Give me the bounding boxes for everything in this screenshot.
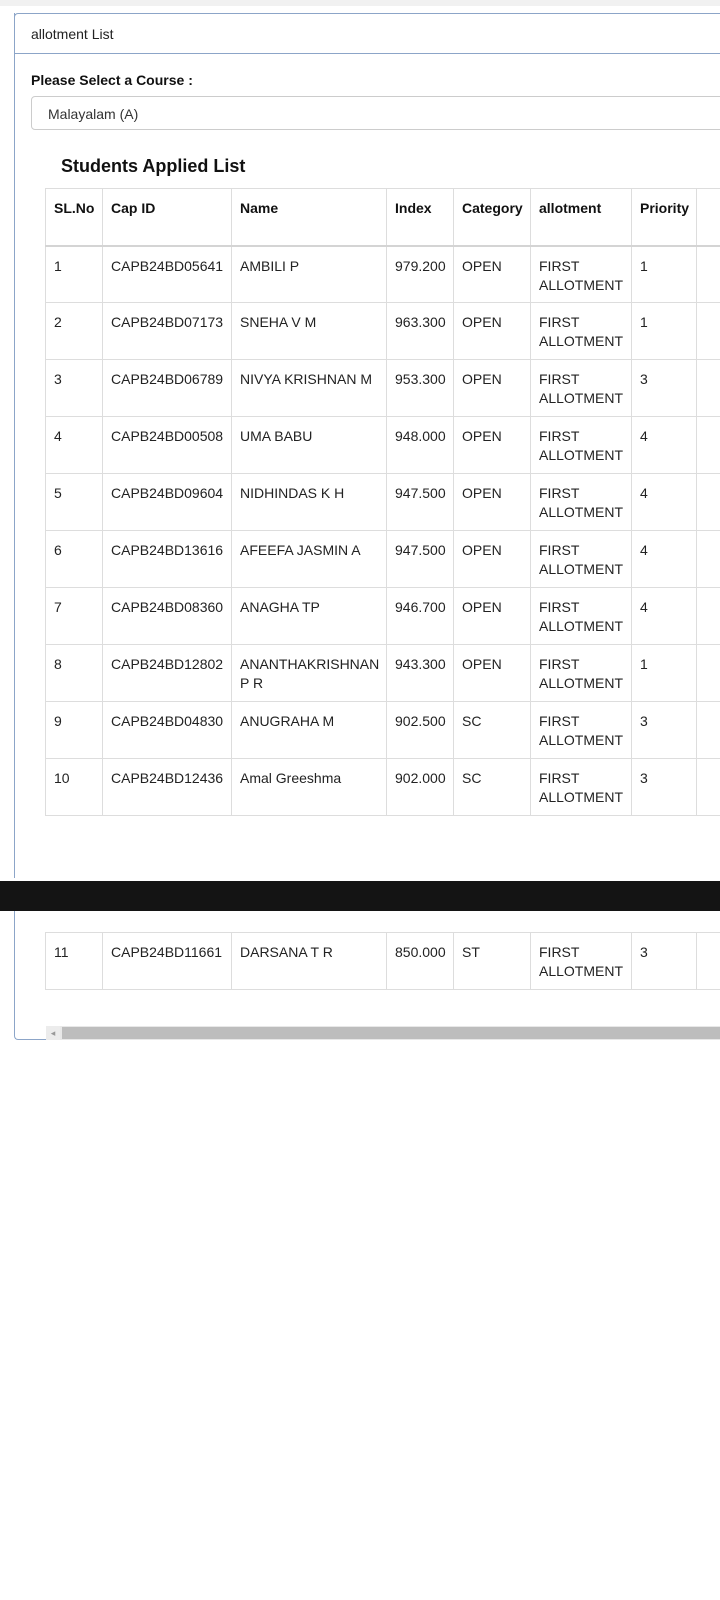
students-list-title: Students Applied List (61, 156, 246, 176)
cell-cap-id: CAPB24BD00508 (103, 417, 232, 474)
cell-sl-no: 8 (46, 645, 103, 702)
cell-allotment: FIRST ALLOTMENT (531, 531, 632, 588)
course-select[interactable] (31, 96, 720, 130)
panel-title: allotment List (31, 26, 114, 42)
table-row (46, 759, 720, 816)
table-row (46, 360, 720, 417)
table-row (46, 645, 720, 702)
cell-priority: 3 (632, 933, 697, 990)
cell-category: OPEN (454, 417, 531, 474)
table-row (46, 702, 720, 759)
course-select-value: Malayalam (A) (48, 106, 139, 122)
cell-cap-id: CAPB24BD07173 (103, 303, 232, 360)
cell-priority: 1 (632, 645, 697, 702)
cell-cap-id: CAPB24BD09604 (103, 474, 232, 531)
cell-sl-no: 10 (46, 759, 103, 816)
cell-allotment: FIRST ALLOTMENT (531, 933, 632, 990)
cell-index: 902.500 (387, 702, 454, 759)
cell-index: 953.300 (387, 360, 454, 417)
cell-sl-no: 11 (46, 933, 103, 990)
cell-priority: 4 (632, 588, 697, 645)
panel-heading (14, 13, 720, 54)
cell-allotment: FIRST ALLOTMENT (531, 645, 632, 702)
cell-cut-off (697, 759, 720, 816)
cell-name: ANUGRAHA M (232, 702, 387, 759)
cell-sl-no: 2 (46, 303, 103, 360)
cell-category: OPEN (454, 588, 531, 645)
cell-name: ANANTHAKRISHNAN P R (232, 645, 387, 702)
cell-cap-id: CAPB24BD12436 (103, 759, 232, 816)
cell-index: 948.000 (387, 417, 454, 474)
cell-allotment: FIRST ALLOTMENT (531, 303, 632, 360)
table-row (46, 417, 720, 474)
cell-index: 902.000 (387, 759, 454, 816)
cell-sl-no: 6 (46, 531, 103, 588)
cell-index: 947.500 (387, 531, 454, 588)
cell-sl-no: 7 (46, 588, 103, 645)
cell-cut-off (697, 702, 720, 759)
cell-cap-id: CAPB24BD05641 (103, 246, 232, 303)
scrollbar-thumb[interactable] (62, 1027, 720, 1039)
cell-priority: 3 (632, 702, 697, 759)
cell-priority: 3 (632, 759, 697, 816)
cell-priority: 1 (632, 246, 697, 303)
cell-name: NIDHINDAS K H (232, 474, 387, 531)
cell-category: OPEN (454, 360, 531, 417)
students-table-continued (45, 932, 720, 990)
header-allotment: allotment (531, 189, 632, 246)
screenshot-seam-band (0, 881, 720, 911)
cell-cut-off (697, 246, 720, 303)
cell-allotment: FIRST ALLOTMENT (531, 759, 632, 816)
cell-allotment: FIRST ALLOTMENT (531, 588, 632, 645)
header-sl-no: SL.No (46, 189, 103, 246)
cell-allotment: FIRST ALLOTMENT (531, 360, 632, 417)
cell-index: 850.000 (387, 933, 454, 990)
cell-index: 947.500 (387, 474, 454, 531)
cell-cut-off (697, 531, 720, 588)
course-select-label: Please Select a Course : (31, 72, 193, 88)
cell-allotment: FIRST ALLOTMENT (531, 702, 632, 759)
table-row (46, 474, 720, 531)
cell-sl-no: 9 (46, 702, 103, 759)
cell-cut-off (697, 360, 720, 417)
cell-name: AMBILI P (232, 246, 387, 303)
cell-allotment: FIRST ALLOTMENT (531, 417, 632, 474)
cell-name: ANAGHA TP (232, 588, 387, 645)
cell-priority: 4 (632, 474, 697, 531)
cell-sl-no: 1 (46, 246, 103, 303)
cell-priority: 4 (632, 531, 697, 588)
cell-category: OPEN (454, 246, 531, 303)
cell-cap-id: CAPB24BD06789 (103, 360, 232, 417)
cell-index: 943.300 (387, 645, 454, 702)
cell-name: DARSANA T R (232, 933, 387, 990)
cell-sl-no: 3 (46, 360, 103, 417)
cell-priority: 4 (632, 417, 697, 474)
cell-sl-no: 4 (46, 417, 103, 474)
cell-cut-off (697, 588, 720, 645)
cell-cut-off (697, 933, 720, 990)
cell-cap-id: CAPB24BD11661 (103, 933, 232, 990)
cell-name: Amal Greeshma (232, 759, 387, 816)
header-index: Index (387, 189, 454, 246)
cell-cap-id: CAPB24BD13616 (103, 531, 232, 588)
cell-category: SC (454, 702, 531, 759)
header-priority: Priority (632, 189, 697, 246)
cell-name: AFEEFA JASMIN A (232, 531, 387, 588)
table-row (46, 933, 720, 990)
table-row (46, 303, 720, 360)
table-header-row (46, 189, 720, 246)
cell-cap-id: CAPB24BD04830 (103, 702, 232, 759)
cell-category: OPEN (454, 531, 531, 588)
horizontal-scrollbar[interactable] (46, 1026, 720, 1040)
cell-cut-off (697, 303, 720, 360)
header-cut-off-column (697, 189, 720, 246)
cell-cap-id: CAPB24BD12802 (103, 645, 232, 702)
cell-index: 979.200 (387, 246, 454, 303)
cell-cut-off (697, 474, 720, 531)
cell-priority: 3 (632, 360, 697, 417)
cell-category: OPEN (454, 645, 531, 702)
cell-cut-off (697, 417, 720, 474)
table-row (46, 531, 720, 588)
cell-allotment: FIRST ALLOTMENT (531, 246, 632, 303)
header-name: Name (232, 189, 387, 246)
cell-index: 946.700 (387, 588, 454, 645)
scroll-left-arrow-icon[interactable]: ◂ (46, 1026, 60, 1040)
cell-name: SNEHA V M (232, 303, 387, 360)
header-category: Category (454, 189, 531, 246)
cell-name: UMA BABU (232, 417, 387, 474)
cell-category: OPEN (454, 303, 531, 360)
table-row (46, 246, 720, 303)
cell-sl-no: 5 (46, 474, 103, 531)
cell-category: ST (454, 933, 531, 990)
header-cap-id: Cap ID (103, 189, 232, 246)
students-table (45, 188, 720, 816)
cell-category: SC (454, 759, 531, 816)
cell-index: 963.300 (387, 303, 454, 360)
page-top-edge (0, 0, 720, 6)
cell-name: NIVYA KRISHNAN M (232, 360, 387, 417)
cell-cut-off (697, 645, 720, 702)
cell-allotment: FIRST ALLOTMENT (531, 474, 632, 531)
cell-cap-id: CAPB24BD08360 (103, 588, 232, 645)
cell-priority: 1 (632, 303, 697, 360)
cell-category: OPEN (454, 474, 531, 531)
table-row (46, 588, 720, 645)
